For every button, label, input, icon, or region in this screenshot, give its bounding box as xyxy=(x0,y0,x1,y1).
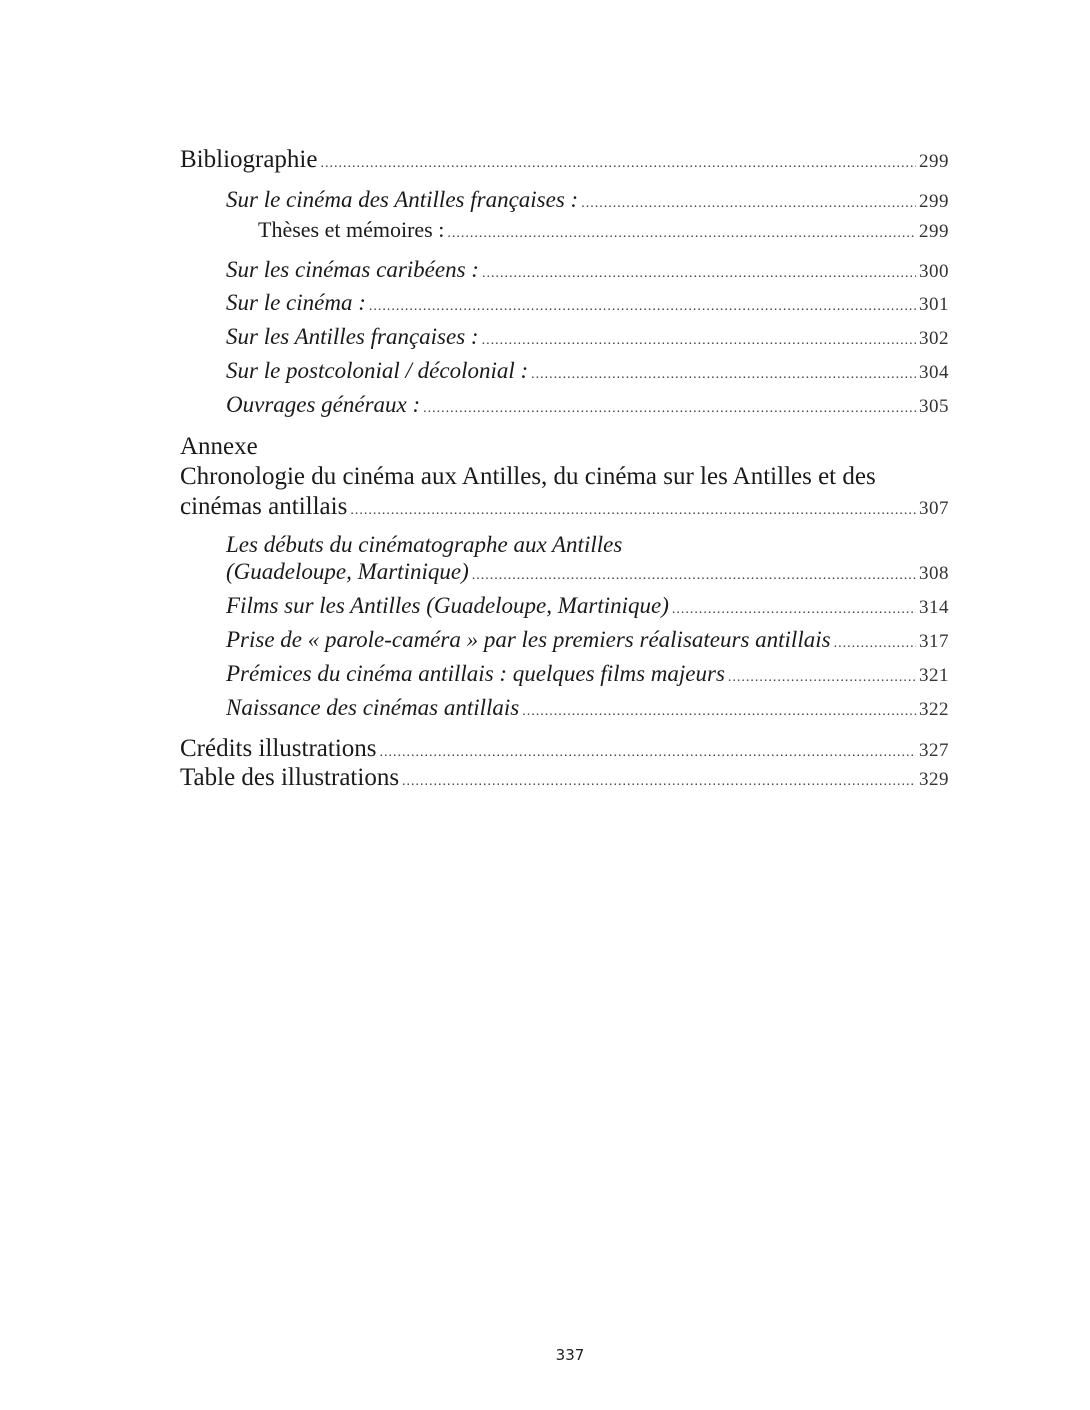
dot-leader xyxy=(472,568,916,584)
toc-label: Thèses et mémoires : xyxy=(258,217,445,242)
toc-entry-cinema[interactable] xyxy=(180,290,949,324)
toc-entry-ouvrages-generaux[interactable] xyxy=(180,392,949,432)
dot-leader xyxy=(522,704,916,720)
toc-label: Ouvrages généraux : xyxy=(226,392,421,417)
toc-entry-cinema-antilles-francaises[interactable] xyxy=(180,187,949,217)
toc-page-number: 307 xyxy=(919,498,949,519)
toc-page-number: 327 xyxy=(919,740,949,761)
toc-label: Prise de « parole-caméra » par les premiers réalisateurs antillais xyxy=(226,627,831,652)
toc-page-number: 308 xyxy=(919,563,949,584)
toc-label: Table des illustrations xyxy=(180,764,400,791)
dot-leader xyxy=(728,670,916,686)
dot-leader xyxy=(423,401,916,417)
toc-entry-debuts-line1[interactable]: Les débuts du cinématographe aux Antilles xyxy=(226,532,623,557)
dot-leader xyxy=(402,774,916,790)
toc-entry-antilles-francaises[interactable] xyxy=(180,324,949,358)
toc-page-number: 300 xyxy=(919,261,949,282)
toc-page-number: 299 xyxy=(919,151,949,172)
dot-leader xyxy=(320,156,916,172)
toc-entry-cinemas-caribeens[interactable] xyxy=(180,257,949,290)
toc-page-number: 299 xyxy=(919,221,949,242)
toc-entry-table-illustrations[interactable] xyxy=(180,764,949,792)
toc-entry-theses-memoires[interactable] xyxy=(180,217,949,250)
toc-entry-prise-parole-camera[interactable] xyxy=(180,627,949,661)
table-of-contents xyxy=(180,146,949,792)
dot-leader xyxy=(672,602,916,618)
toc-page-number: 299 xyxy=(919,191,949,212)
toc-label: Naissance des cinémas antillais xyxy=(226,695,520,720)
toc-page-number: 321 xyxy=(919,665,949,686)
dot-leader xyxy=(350,496,916,526)
dot-leader xyxy=(531,367,916,383)
toc-entry-films-antilles[interactable] xyxy=(180,593,949,627)
toc-entry-postcolonial[interactable] xyxy=(180,358,949,392)
toc-label: (Guadeloupe, Martinique) xyxy=(226,559,469,584)
toc-entry-debuts-line2[interactable] xyxy=(180,559,949,593)
toc-label: Bibliographie xyxy=(180,146,318,173)
toc-entry-naissance[interactable] xyxy=(180,695,949,735)
toc-entry-premices[interactable] xyxy=(180,661,949,695)
toc-label: Sur le cinéma : xyxy=(226,290,366,315)
toc-label: Sur le cinéma des Antilles françaises : xyxy=(226,187,579,212)
dot-leader xyxy=(482,266,916,282)
dot-leader xyxy=(369,299,916,315)
toc-page-number: 302 xyxy=(919,328,949,349)
toc-page-number: 322 xyxy=(919,699,949,720)
toc-label: Sur les cinémas caribéens : xyxy=(226,257,479,282)
dot-leader xyxy=(380,745,916,761)
dot-leader xyxy=(482,333,916,349)
annexe-title: Annexe xyxy=(180,433,258,460)
dot-leader xyxy=(447,226,916,242)
toc-page-number: 305 xyxy=(919,396,949,417)
toc-label: Prémices du cinéma antillais : quelques films majeurs xyxy=(226,661,725,686)
annexe-chronologie-line1: Chronologie du cinéma aux Antilles, du cinéma sur les Antilles et des xyxy=(180,463,876,490)
toc-page-number: 304 xyxy=(919,362,949,383)
toc-label: cinémas antillais xyxy=(180,493,348,520)
dot-leader xyxy=(834,636,916,652)
toc-label: Sur les Antilles françaises : xyxy=(226,324,479,349)
toc-page-number: 329 xyxy=(919,769,949,790)
toc-entry-credits-illustrations[interactable] xyxy=(180,735,949,764)
toc-page-number: 314 xyxy=(919,597,949,618)
toc-entry-annexe[interactable] xyxy=(180,432,949,522)
dot-leader xyxy=(581,196,916,212)
toc-page-number: 317 xyxy=(919,631,949,652)
annexe-chronologie-line2 xyxy=(180,492,949,522)
toc-entry-bibliographie[interactable] xyxy=(180,146,949,182)
page-number: 337 xyxy=(555,1346,585,1364)
toc-label: Crédits illustrations xyxy=(180,735,377,762)
toc-label: Films sur les Antilles (Guadeloupe, Martinique) xyxy=(226,593,669,618)
toc-page-number: 301 xyxy=(919,294,949,315)
toc-label: Sur le postcolonial / décolonial : xyxy=(226,358,529,383)
